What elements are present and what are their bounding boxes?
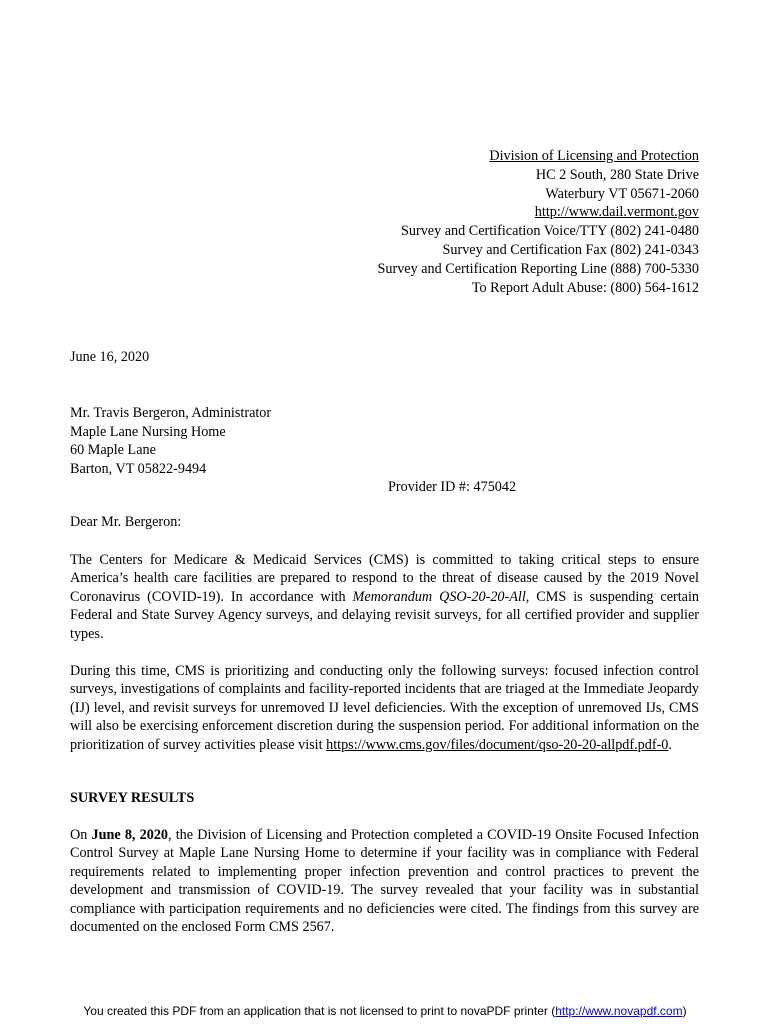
paragraph-2-text: During this time, CMS is prioritizing and conducting only the following surveys: focused infection control surveys, investigations of complaints and facility-reported incidents that are triaged at the Immediate Jeopardy (IJ) level, and revisit surveys for unremoved IJ level deficiencies. With the exception of unremoved IJs, CMS will also be exercising enforcement discretion during the suspension period. For additional information on the prioritization of survey activities please visit: [70, 663, 699, 753]
letterhead-address-line-2: Waterbury VT 05671-2060: [545, 185, 699, 202]
paragraph-3-lead: On: [70, 827, 92, 843]
salutation: Dear Mr. Bergeron:: [70, 514, 182, 530]
recipient-facility: Maple Lane Nursing Home: [70, 423, 226, 440]
recipient-street: 60 Maple Lane: [70, 442, 156, 459]
paragraph-3-text: , the Division of Licensing and Protection completed a COVID-19 Onsite Focused Infection Control Survey at Maple Lane Nursing Home to determine if your facility was in compliance with Federal requirements related to implementing proper infection prevention and control practices to prevent the development and transmission of COVID-19. The survey revealed that your facility was in substantial compliance with participation requirements and no deficiencies were cited. The findings from this survey are documented on the enclosed Form CMS 2567.: [70, 827, 699, 936]
letterhead-org: Division of Licensing and Protection: [489, 148, 699, 164]
letterhead: [377, 147, 699, 297]
provider-id: Provider ID #: 475042: [388, 479, 517, 495]
paragraph-cms-commitment: [70, 551, 699, 643]
novapdf-link[interactable]: http://www.novapdf.com: [555, 1004, 683, 1018]
recipient-address: [70, 404, 271, 478]
footer-text: You created this PDF from an application that is not licensed to print to novaPDF printer (: [83, 1004, 556, 1018]
letterhead-voice-line: Survey and Certification Voice/TTY (802) 241-0480: [400, 223, 699, 240]
letterhead-website-link[interactable]: http://www.dail.vermont.gov: [534, 204, 699, 221]
recipient-city: Barton, VT 05822-9494: [70, 460, 207, 477]
footer-close: ): [682, 1004, 687, 1018]
paragraph-2-end: .: [668, 736, 672, 753]
survey-date: June 8, 2020: [91, 827, 169, 843]
paragraph-1-text-end: , CMS is suspending certain Federal and State Survey Agency surveys, and delaying revisit surveys, for all certified provider and supplier types.: [70, 588, 699, 642]
paragraph-1-text: The Centers for Medicare & Medicaid Services (CMS) is committed to taking critical steps to ensure America’s health care facilities are prepared to respond to the threat of disease caused by the 2019 Novel Coronavirus (COVID-19). In accordance with: [70, 552, 699, 605]
paragraph-survey-results: [70, 826, 699, 936]
letterhead-address-line-1: HC 2 South, 280 State Drive: [535, 166, 699, 183]
recipient-name: Mr. Travis Bergeron, Administrator: [70, 405, 272, 421]
letterhead-fax-line: Survey and Certification Fax (802) 241-0343: [442, 241, 699, 258]
memorandum-reference: Memorandum QSO-20-20-All: [352, 588, 526, 605]
novapdf-footer: [0, 1004, 770, 1018]
cms-document-link[interactable]: https://www.cms.gov/files/document/qso-20-20-allpdf.pdf-0: [326, 736, 669, 753]
paragraph-survey-prioritization: [70, 662, 699, 754]
letterhead-reporting-line: Survey and Certification Reporting Line (888) 700-5330: [377, 260, 699, 277]
letterhead-abuse-line: To Report Adult Abuse: (800) 564-1612: [471, 279, 699, 296]
letter-date: June 16, 2020: [70, 349, 150, 365]
survey-results-heading: SURVEY RESULTS: [70, 790, 195, 806]
